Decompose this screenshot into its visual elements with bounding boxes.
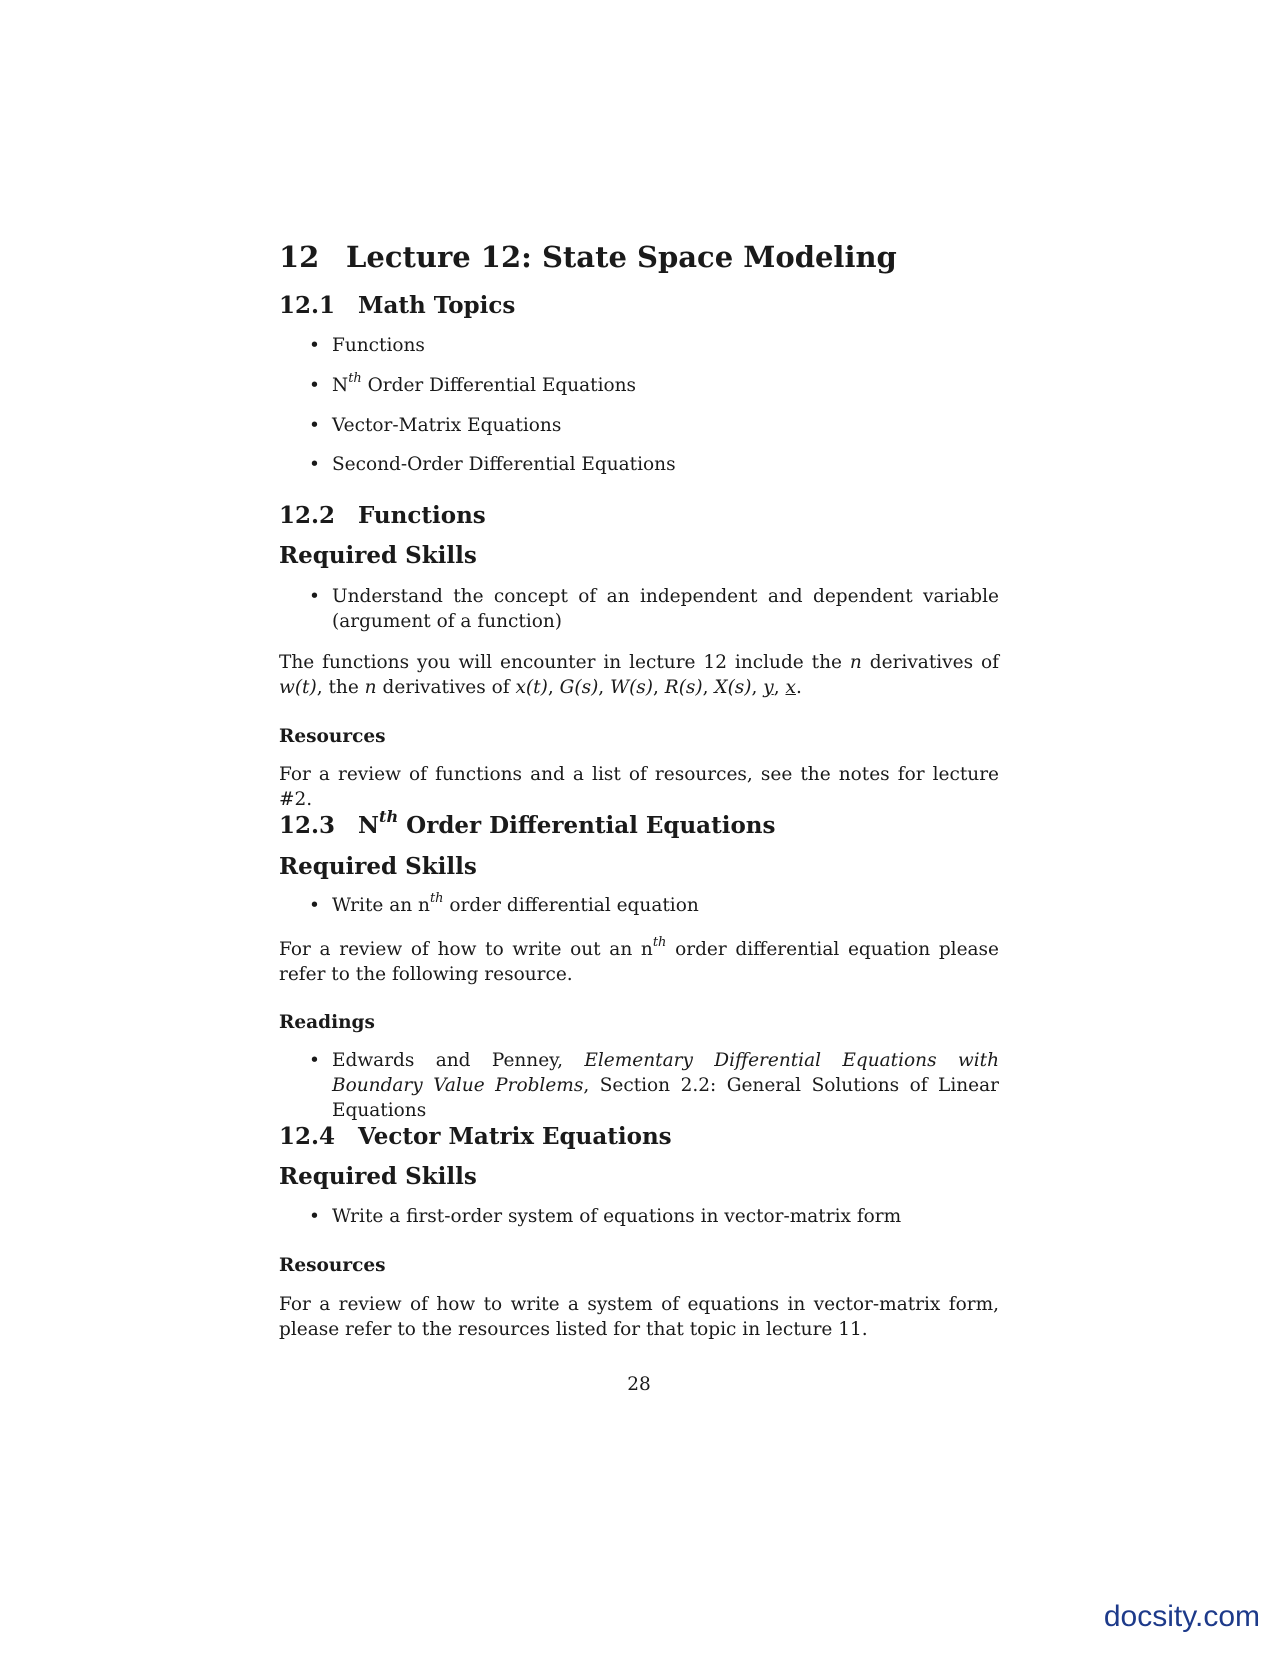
list-item: • $N^{th}$ Order Differential Equations xyxy=(309,370,637,396)
list-item: • Write a first-order system of equations in vector-matrix form xyxy=(279,1204,999,1229)
page-number: 28 xyxy=(627,1374,651,1395)
list-item-text: Vector-Matrix Equations xyxy=(332,415,562,436)
section-heading-functions xyxy=(279,502,999,529)
required-skills-heading: Required Skills xyxy=(279,853,477,880)
section-title: Math Topics xyxy=(358,292,516,319)
section-heading-math-topics xyxy=(279,292,999,319)
list-item-text: Edwards and Penney, xyxy=(332,1050,585,1071)
required-skills-heading: Required Skills xyxy=(279,1163,477,1190)
resources-heading: Resources xyxy=(279,726,386,747)
paragraph: For a review of functions and a list of resources, see the notes for lecture #2. xyxy=(279,764,999,810)
book-title: Elementary Differential Equations with Boundary Value Problems xyxy=(332,1050,999,1096)
list-item: • Write an $n^{th}$ order differential equation xyxy=(309,890,699,916)
list-item-text: Functions xyxy=(332,335,425,356)
section-heading-nth-order xyxy=(279,807,999,839)
list-item-text: Understand the concept of an independent and dependent variable (argument of a function) xyxy=(332,586,999,632)
section-heading-vector-matrix xyxy=(279,1123,999,1150)
readings-heading: Readings xyxy=(279,1012,375,1033)
superscript: th xyxy=(429,890,444,906)
section-title: Order Differential Equations xyxy=(398,812,776,839)
paragraph: For a review of how to write a system of equations in vector-matrix form, please refer to the resources listed for that topic in lecture 11. xyxy=(279,1294,999,1340)
section-title: N xyxy=(358,812,380,839)
list-item: • Vector-Matrix Equations xyxy=(279,413,999,438)
resources-heading: Resources xyxy=(279,1255,386,1276)
watermark-logo: docsity.com xyxy=(1103,1600,1260,1633)
section-number: 12.2 xyxy=(279,502,336,529)
superscript: th xyxy=(348,370,362,386)
list-item-text: order differential equation xyxy=(443,895,699,916)
paragraph: For a review of how to write out an $n^{th}$ order differential equation please refer to the following resource. xyxy=(279,934,999,985)
list-item: • Functions xyxy=(279,333,999,358)
chapter-number: 12 xyxy=(279,240,320,274)
required-skills-heading: Required Skills xyxy=(279,542,477,569)
chapter-title: Lecture 12: State Space Modeling xyxy=(346,240,897,274)
section-title: Vector Matrix Equations xyxy=(358,1123,672,1150)
list-item: • Edwards and Penney, Elementary Differential Equations with Boundary Value Problems, Section 2.2: General Solutions of Linear Equations xyxy=(309,1050,999,1121)
list-item-text: , Section 2.2: General Solutions of Linear Equations xyxy=(332,1075,999,1121)
list-item-text: Write a first-order system of equations in vector-matrix form xyxy=(332,1206,902,1227)
superscript: th xyxy=(379,807,399,827)
list-item-text: Write an n xyxy=(332,895,430,916)
section-number: 12.3 xyxy=(279,812,336,839)
chapter-heading xyxy=(279,240,999,274)
section-number: 12.1 xyxy=(279,292,336,319)
paragraph: The functions you will encounter in lecture 12 include the n derivatives of w(t), the n derivatives of x(t), G(s), W(s), R(s), X(s), y, x. xyxy=(279,652,999,698)
text-n: N xyxy=(332,375,349,396)
list-item-text: Order Differential Equations xyxy=(361,375,637,396)
section-title: Functions xyxy=(358,502,486,529)
section-number: 12.4 xyxy=(279,1123,336,1150)
list-item: • Understand the concept of an independent and dependent variable (argument of a function) xyxy=(309,586,999,632)
list-item-text: Second-Order Differential Equations xyxy=(332,454,676,475)
list-item: • Second-Order Differential Equations xyxy=(279,452,999,477)
